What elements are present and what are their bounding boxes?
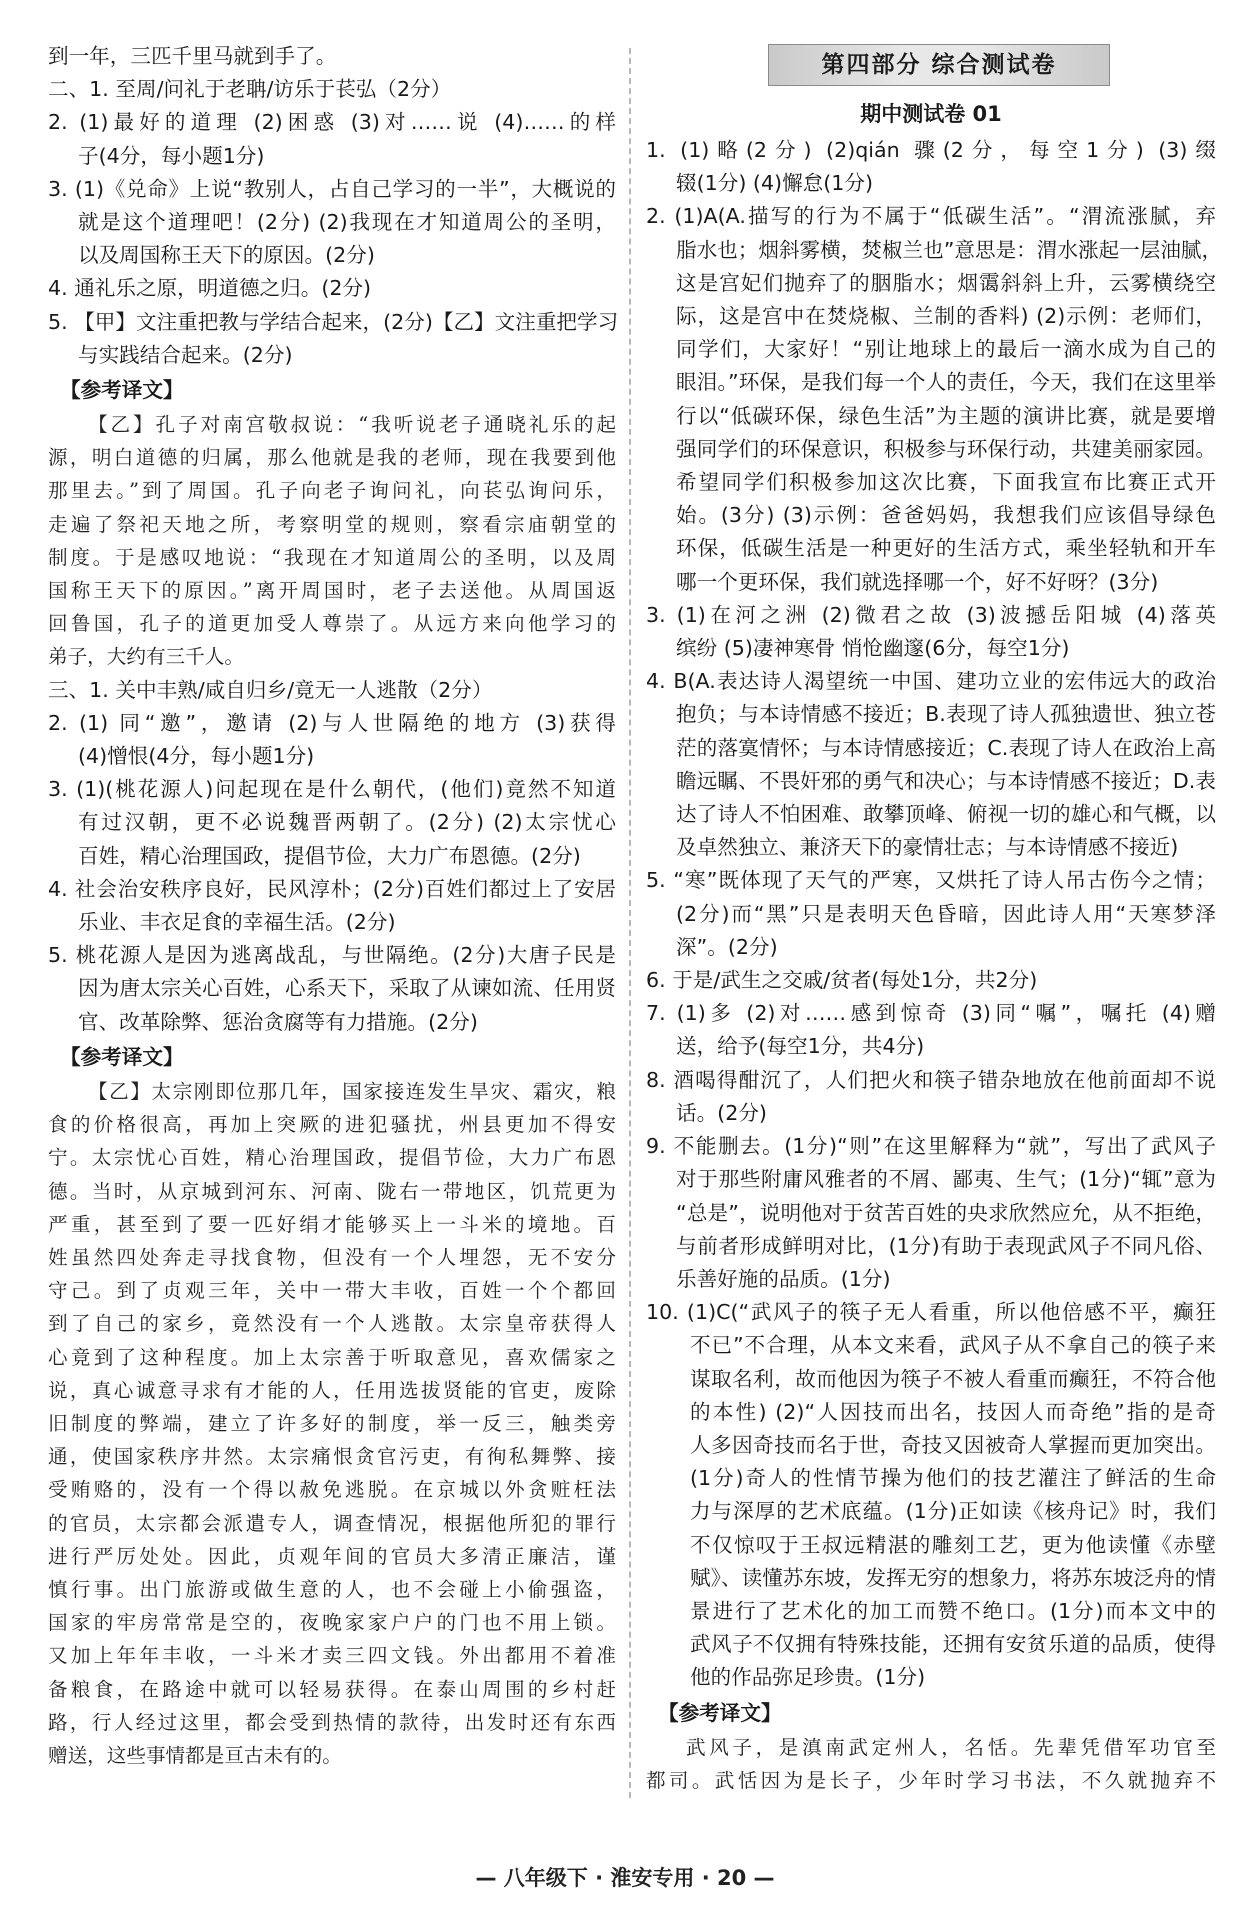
answer-line: 同学们，大家好！“别让地球上的最后一滴水成为自己的 [676, 337, 1216, 362]
answer-line: 达了诗人不怕困难、敢攀顶峰、俯视一切的雄心和气概，以 [676, 802, 1216, 827]
translation-line: 德。当时，从京城到河东、河南、陇右一带地区，饥荒更为 [48, 1179, 616, 1203]
answer-line: 际，这是宫中在焚烧椒、兰制的香料) (2)示例：老师们， [676, 304, 1216, 329]
translation-line: 【乙】太宗刚即位那几年，国家接连发生旱灾、霜灾，粮 [88, 1079, 616, 1103]
translation-line: 那里去。”到了周国。孔子向老子询问礼，向苌弘询问乐， [48, 479, 616, 503]
answer-line: 不仅惊叹于王叔远精湛的雕刻工艺，更为他读懂《赤壁 [690, 1532, 1216, 1557]
answer-line: 环保，低碳生活是一种更好的生活方式，乘坐轻轨和开车 [676, 536, 1216, 561]
answer-line: 有过汉朝，更不必说魏晋两朝了。(2分) (2)太宗忧心 [78, 810, 616, 835]
answer-line: 不已”不合理，从本文来看，武风子从不拿自己的筷子来 [690, 1333, 1216, 1358]
right-column [646, 40, 1223, 1797]
translation-line: 的官员，太宗都会派遣专人，调查情况，根据他所犯的罪行 [48, 1511, 616, 1535]
answer-line: 3. (1)在河之洲 (2)微君之故 (3)波撼岳阳城 (4)落英 [646, 602, 1216, 627]
answer-line: 8. 酒喝得酣沉了，人们把火和筷子错杂地放在他前面却不说 [646, 1067, 1216, 1092]
translation-line: 弟子，大约有三千人。 [48, 645, 244, 669]
translation-line: 宁。太宗忧心百姓，精心治理国政，提倡节俭，大力广布恩 [48, 1146, 616, 1170]
section-title: 第四部分 综合测试卷 [768, 44, 1110, 86]
answer-line: 赋》、读懂苏东坡，发挥无穷的想象力，将苏东坡泛舟的情 [690, 1565, 1216, 1590]
answer-line: 人多因奇技而名于世，奇技又因被奇人掌握而更加突出。 [690, 1432, 1216, 1457]
answer-line: 9. 不能删去。(1分)“则”在这里解释为“就”，写出了武风子 [646, 1134, 1216, 1159]
answer-line: 景进行了艺术化的加工而赞不绝口。(1分)而本文中的 [690, 1598, 1216, 1623]
answer-line: 及卓然独立、兼济天下的豪情壮志；与本诗情感不接近) [676, 835, 1179, 860]
answer-line: 乐善好施的品质。(1分) [676, 1266, 891, 1291]
answer-line: 3. (1)《兑命》上说“教别人，占自己学习的一半”，大概说的 [48, 176, 616, 201]
answer-line: 希望同学们积极参加这次比赛，下面我宣布比赛正式开 [676, 470, 1216, 495]
translation-line: 又加上年年丰收，一斗米才卖三四文钱。外出都用不着准 [48, 1644, 616, 1668]
answer-line: 始。(3分) (3)示例：爸爸妈妈，我想我们应该倡导绿色 [676, 503, 1216, 528]
reference-translation-heading: 【参考译文】 [60, 378, 184, 403]
answer-line: 三、1. 关中丰熟/咸自归乡/竟无一人逃散（2分） [48, 677, 493, 702]
answer-line: 送，给予(每空1分，共4分) [676, 1034, 925, 1059]
answer-line: 3. (1)(桃花源人)问起现在是什么朝代，(他们)竟然不知道 [48, 777, 616, 802]
answer-line: 就是这个道理吧！(2分) (2)我现在才知道周公的圣明， [78, 210, 616, 235]
answer-line: 1. (1)略(2分) (2)qián 骤(2分，每空1分) (3)缀 [646, 138, 1216, 162]
reference-translation-heading: 【参考译文】 [658, 1700, 782, 1725]
left-column [48, 40, 619, 1772]
translation-line: 心竟到了这种程度。加上太宗善于听取意见，喜欢儒家之 [48, 1345, 616, 1369]
answer-line: 强同学们的环保意识，积极参与环保行动，共建美丽家园。 [676, 436, 1216, 461]
column-divider [629, 48, 631, 1798]
answer-line: 5. “寒”既体现了天气的严寒，又烘托了诗人吊古伤今之情； [646, 868, 1216, 893]
translation-line: 赠送，这些事情都是亘古未有的。 [48, 1743, 342, 1767]
translation-line: 备粮食，在路途中就可以轻易获得。在泰山周围的乡村赶 [48, 1677, 616, 1701]
answer-line: 子(4分，每小题1分) [78, 143, 265, 168]
answer-line: “总是”，说明他对于贫苦百姓的央求欣然应允，从不拒绝， [676, 1200, 1216, 1225]
translation-line: 通，使国家秩序井然。太宗痛恨贪官污吏，有徇私舞弊、接 [48, 1445, 616, 1469]
answer-line: 到一年，三匹千里马就到手了。 [48, 44, 337, 68]
answer-line: 武风子不仅拥有特殊技能，还拥有安贫乐道的品质，使得 [690, 1632, 1216, 1657]
answer-line: (1分)奇人的性情节操为他们的技艺灌注了鲜活的生命 [690, 1466, 1216, 1491]
translation-line: 旧制度的弊端，建立了许多好的制度，举一反三，触类旁 [48, 1411, 616, 1435]
answer-line: 与实践结合起来。(2分) [78, 342, 293, 367]
answer-line: 行以“低碳环保，绿色生活”为主题的演讲比赛，就是要增 [676, 403, 1216, 428]
translation-line: 守己。到了贞观三年，关中一带大丰收，百姓一个个都回 [48, 1279, 616, 1303]
answer-line: 2. (1)最好的道理 (2)困惑 (3)对……说 (4)……的样 [48, 110, 616, 135]
answer-line: 4. 社会治安秩序良好，民风淳朴；(2分)百姓们都过上了安居 [48, 876, 616, 901]
translation-line: 武风子，是滇南武定州人，名恬。先辈凭借军功官至 [686, 1735, 1216, 1759]
translation-line: 严重，甚至到了要一匹好绢才能够买上一斗米的境地。百 [48, 1212, 616, 1236]
translation-line: 受贿赂的，没有一个得以赦免逃脱。在京城以外贪赃枉法 [48, 1478, 616, 1502]
answer-line: 脂水也；烟斜雾横，焚椒兰也”意思是：渭水涨起一层油腻， [676, 237, 1223, 262]
answer-line: 2. (1) 同“邀”，邀请 (2)与人世隔绝的地方 (3)获得 [48, 710, 616, 735]
answer-line: 4. 通礼乐之原，明道德之归。(2分) [48, 276, 372, 301]
answer-line: 缤纷 (5)凄神寒骨 悄怆幽邃(6分，每空1分) [676, 636, 1070, 661]
translation-line: 食的价格很高，再加上突厥的进犯骚扰，州县更加不得安 [48, 1113, 616, 1137]
translation-line: 走遍了祭祀天地之所，考察明堂的规则，察看宗庙朝堂的 [48, 512, 616, 536]
reference-translation-heading: 【参考译文】 [60, 1044, 184, 1069]
answer-line: 话。(2分) [676, 1100, 767, 1125]
answer-line: 他的作品弥足珍贵。(1分) [690, 1665, 926, 1690]
translation-line: 姓虽然四处奔走寻找食物，但没有一个人埋怨，无不安分 [48, 1245, 616, 1269]
translation-line: 都司。武恬因为是长子，少年时学习书法，不久就抛弃不 [646, 1768, 1216, 1792]
translation-line: 进行严厉处处。因此，贞观年间的官员大多清正廉洁，谨 [48, 1544, 616, 1568]
translation-line: 【乙】孔子对南宫敬叔说：“我听说老子通晓礼乐的起 [88, 413, 616, 437]
answer-line: 5. 桃花源人是因为逃离战乱，与世隔绝。(2分)大唐子民是 [48, 943, 616, 968]
answer-line: 百姓，精心治理国政，提倡节俭，大力广布恩德。(2分) [78, 843, 581, 868]
translation-line: 慎行事。出门旅游或做生意的人，也不会碰上小偷强盗， [48, 1577, 616, 1601]
answer-line: 茫的落寞情怀；与本诗情感接近；C.表现了诗人在政治上高 [676, 735, 1216, 760]
answer-line: 与前者形成鲜明对比，(1分)有助于表现武风子不同凡俗、 [676, 1233, 1216, 1258]
answer-line: 官、改革除弊、惩治贪腐等有力措施。(2分) [78, 1009, 478, 1034]
answer-line: 对于那些附庸风雅者的不屑、鄙夷、生气；(1分)“辄”意为 [676, 1167, 1216, 1192]
translation-line: 制度。于是感叹地说：“我现在才知道周公的圣明，以及周 [48, 545, 616, 569]
answer-line: 乐业、丰衣足食的幸福生活。(2分) [78, 910, 396, 935]
answer-line: 力与深厚的艺术底蕴。(1分)正如读《核舟记》时，我们 [690, 1499, 1216, 1524]
answer-line: 6. 于是/武生之交戚/贫者(每处1分，共2分) [646, 968, 1038, 993]
translation-line: 路，行人经过这里，都会受到热情的款待，出发时还有东西 [48, 1710, 616, 1734]
translation-line: 回鲁国，孔子的道更加受人尊崇了。从远方来向他学习的 [48, 612, 616, 636]
exam-title: 期中测试卷 01 [860, 102, 1002, 126]
translation-line: 国称王天下的原因。”离开周国时，老子去送他。从周国返 [48, 579, 616, 603]
translation-line: 到了自己的家乡，竟然没有一个人逃散。太宗皇帝获得人 [48, 1312, 616, 1336]
answer-line: 辍(1分) (4)懈怠(1分) [676, 171, 874, 196]
answer-line: 5. 【甲】文注重把教与学结合起来，(2分)【乙】文注重把学习 [48, 309, 619, 334]
answer-line: 这是宫妃们抛弃了的胭脂水；烟霭斜斜上升，云雾横绕空 [676, 270, 1216, 295]
answer-line: 因为唐太宗关心百姓，心系天下，采取了从谏如流、任用贤 [78, 976, 616, 1001]
answer-line: 2. (1)A(A.描写的行为不属于“低碳生活”。“渭流涨腻，弃 [646, 204, 1216, 229]
translation-line: 国家的牢房常常是空的，夜晚家家户户的门也不用上锁。 [48, 1611, 616, 1635]
answer-line: 深”。(2分) [676, 934, 778, 959]
answer-line: 以及周国称王天下的原因。(2分) [78, 243, 375, 268]
page-footer: — 八年级下 · 淮安专用 · 20 — [475, 1866, 775, 1890]
answer-line: (2分)而“黑”只是表明天色昏暗，因此诗人用“天寒梦泽 [676, 901, 1216, 926]
answer-line: 10. (1)C(“武风子的筷子无人看重，所以他倍感不平，癫狂 [646, 1300, 1216, 1325]
translation-line: 说，真心诚意寻求有才能的人，任用选拔贤能的官吏，废除 [48, 1378, 616, 1402]
translation-line: 源，明白道德的归属，那么他就是我的老师，现在我要到他 [48, 446, 616, 470]
answer-line: 7. (1)多 (2)对……感到惊奇 (3)同“嘱”，嘱托 (4)赠 [646, 1001, 1216, 1026]
answer-line: 二、1. 至周/问礼于老聃/访乐于苌弘（2分） [48, 77, 452, 102]
answer-line: 的本性) (2)“人因技而出名，技因人而奇绝”指的是奇 [690, 1399, 1216, 1424]
answer-line: (4)憎恨(4分，每小题1分) [78, 744, 315, 769]
answer-line: 哪一个更环保，我们就选择哪一个，好不好呀？(3分) [676, 569, 1159, 594]
answer-line: 4. B(A.表达诗人渴望统一中国、建功立业的宏伟远大的政治 [646, 669, 1216, 694]
answer-line: 谋取名利，故而他因为筷子不被人看重而癫狂，不符合他 [690, 1366, 1216, 1391]
answer-line: 抱负；与本诗情感不接近；B.表现了诗人孤独遗世、独立苍 [676, 702, 1216, 727]
answer-line: 瞻远瞩、不畏奸邪的勇气和决心；与本诗情感不接近；D.表 [676, 768, 1216, 793]
answer-line: 眼泪。”环保，是我们每一个人的责任，今天，我们在这里举 [676, 370, 1216, 395]
